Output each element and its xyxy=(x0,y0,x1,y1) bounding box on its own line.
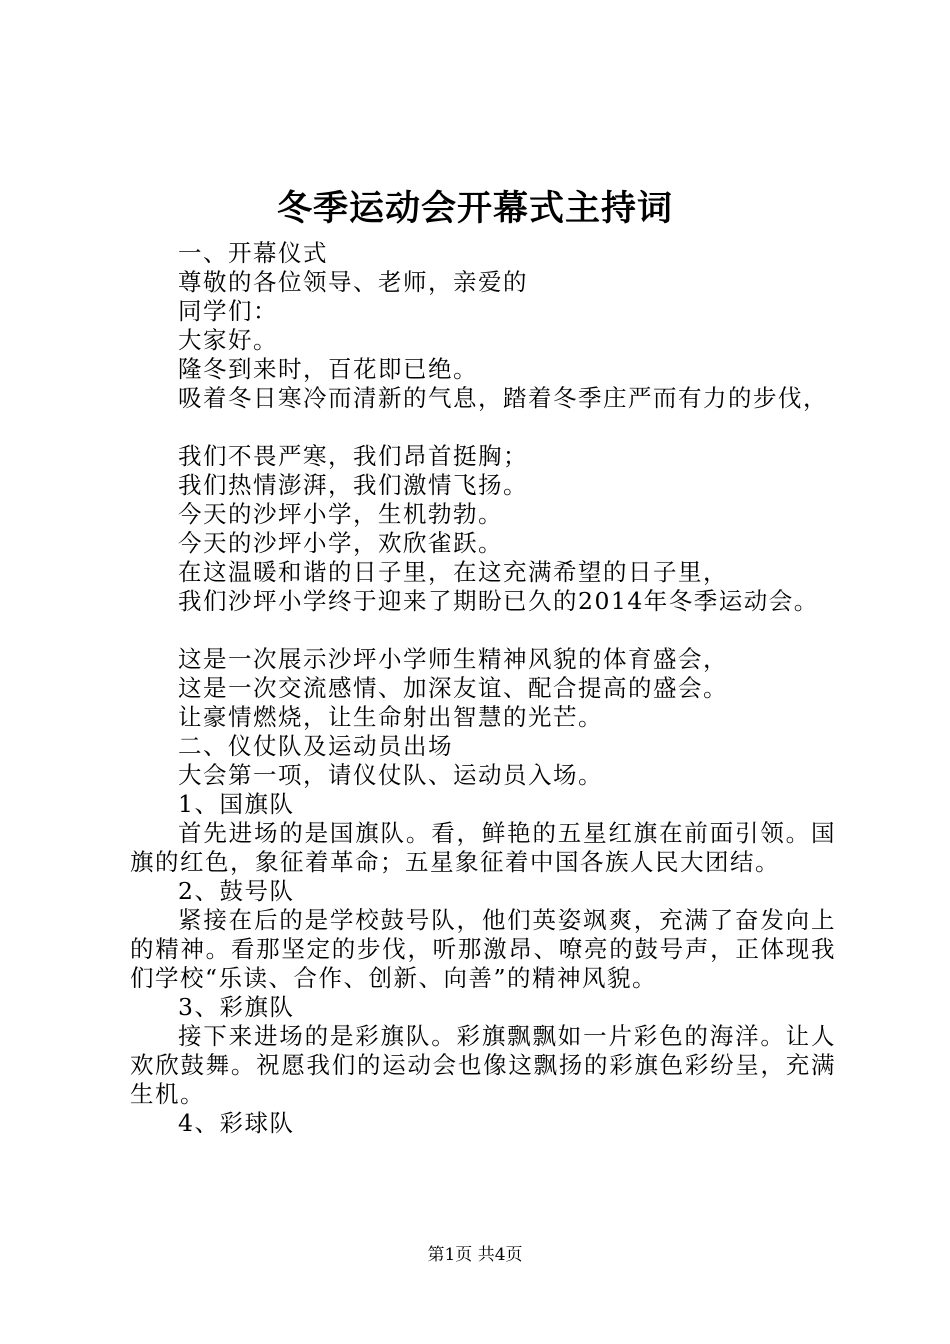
item-label: 4、彩球队 xyxy=(178,1109,295,1137)
document-title: 冬季运动会开幕式主持词 xyxy=(276,188,673,229)
item-label: 2、鼓号队 xyxy=(178,877,295,905)
item-paragraph: 首先进场的是国旗队。看，鲜艳的五星红旗在前面引领。国旗的红色，象征着革命；五星象征着中国各族人民大团结。 xyxy=(130,819,836,876)
item-label: 1、国旗队 xyxy=(178,790,295,818)
text-line: 今天的沙坪小学，生机勃勃。 xyxy=(178,500,503,528)
text-line: 隆冬到来时，百花即已绝。 xyxy=(178,355,478,383)
blank-line xyxy=(130,616,836,645)
item-label: 3、彩旗队 xyxy=(178,993,295,1021)
text-line: 同学们： xyxy=(178,297,278,325)
blank-line xyxy=(130,413,836,442)
page-number-footer: 第1页 共4页 xyxy=(427,1245,523,1265)
document-body xyxy=(130,239,836,1138)
text-line: 这是一次交流感情、加深友谊、配合提高的盛会。 xyxy=(178,674,728,702)
text-line: 大会第一项，请仪仗队、运动员入场。 xyxy=(178,761,603,789)
text-line: 让豪情燃烧，让生命射出智慧的光芒。 xyxy=(178,703,603,731)
section-heading: 二、仪仗队及运动员出场 xyxy=(178,732,453,760)
text-line: 这是一次展示沙坪小学师生精神风貌的体育盛会， xyxy=(178,645,728,673)
text-line: 大家好。 xyxy=(178,326,278,354)
text-line: 吸着冬日寒冷而清新的气息，踏着冬季庄严而有力的步伐， xyxy=(178,384,828,412)
text-line: 尊敬的各位领导、老师，亲爱的 xyxy=(178,268,528,296)
text-line: 在这温暖和谐的日子里，在这充满希望的日子里， xyxy=(178,558,728,586)
item-paragraph: 接下来进场的是彩旗队。彩旗飘飘如一片彩色的海洋。让人欢欣鼓舞。祝愿我们的运动会也像这飘扬的彩旗色彩纷呈，充满生机。 xyxy=(130,1022,836,1108)
text-line: 今天的沙坪小学，欢欣雀跃。 xyxy=(178,529,503,557)
section-heading: 一、开幕仪式 xyxy=(178,239,328,267)
text-line: 我们热情澎湃，我们激情飞扬。 xyxy=(178,471,528,499)
item-paragraph: 紧接在后的是学校鼓号队，他们英姿飒爽，充满了奋发向上的精神。看那坚定的步伐，听那激昂、嘹亮的鼓号声，正体现我们学校“乐读、合作、创新、向善”的精神风貌。 xyxy=(130,906,836,992)
text-line: 我们不畏严寒，我们昂首挺胸； xyxy=(178,442,528,470)
text-line: 我们沙坪小学终于迎来了期盼已久的2014年冬季运动会。 xyxy=(178,587,819,615)
